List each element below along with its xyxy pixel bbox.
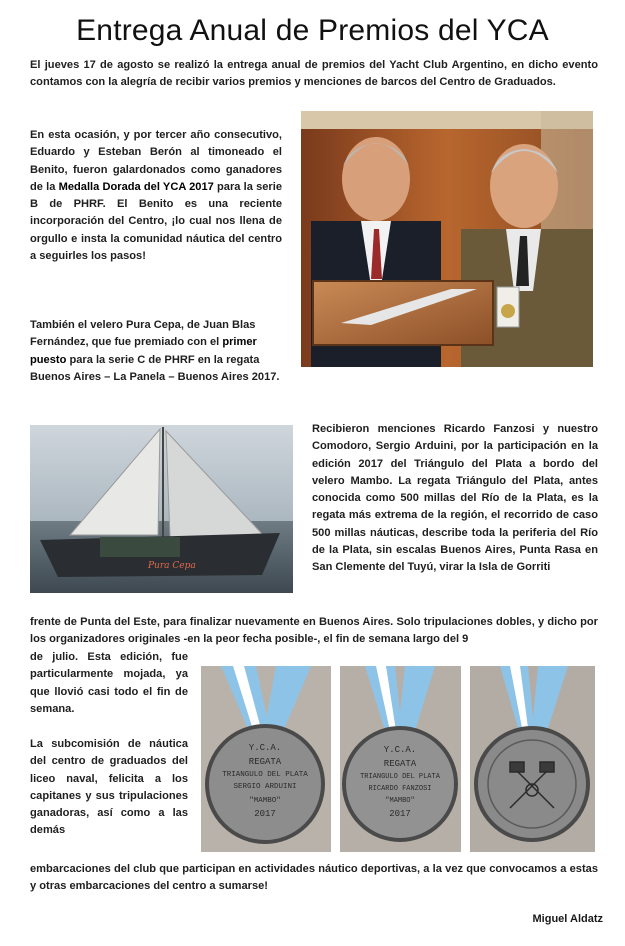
pura-cepa-text-a: También el velero Pura Cepa, de Juan Blas Fernández, que fue premiado con el bbox=[30, 319, 256, 349]
mentions-paragraph-lower: de julio. Esta edición, fue particularmente mojada, ya que llovió casi todo el fin de semana. bbox=[30, 651, 188, 715]
medal1-line1: Y.C.A. bbox=[248, 743, 282, 753]
medal-reverse bbox=[470, 666, 595, 852]
medal2-line4: RICARDO FANZOSI bbox=[368, 785, 432, 793]
pura-cepa-paragraph bbox=[30, 317, 282, 386]
primer-puesto-highlight: primer puesto bbox=[30, 336, 257, 366]
medal-arduini bbox=[201, 666, 331, 852]
pura-cepa-text-c: para la serie C de PHRF en la regata Buenos Aires – La Panela – Buenos Aires 2017. bbox=[30, 353, 280, 383]
page-title: Entrega Anual de Premios del YCA bbox=[76, 14, 549, 47]
boat-name-label: Pura Cepa bbox=[148, 561, 196, 571]
medal2-line3: TRIANGULO DEL PLATA bbox=[360, 773, 440, 781]
award-ceremony-illustration bbox=[301, 111, 593, 367]
sailboat-illustration bbox=[30, 425, 293, 593]
intro-paragraph: El jueves 17 de agosto se realizó la entrega anual de premios del Yacht Club Argentino, en dicho evento contamos con la alegría de recibir varios premios y menciones de barcos del Centro de Graduados. bbox=[30, 59, 598, 89]
medal1-line6: 2017 bbox=[254, 809, 276, 819]
sailboat-photo bbox=[30, 425, 293, 593]
subcomision-paragraph-lower: embarcaciones del club que participan en actividades náutico deportivas, a la vez que convocamos a estas y otras embarcaciones del centro a sumarse! bbox=[30, 863, 598, 893]
medal1-line2: REGATA bbox=[248, 757, 282, 767]
medal-fanzosi bbox=[340, 666, 461, 852]
medal2-line1: Y.C.A. bbox=[383, 745, 417, 755]
medal2-line6: 2017 bbox=[389, 809, 411, 819]
medal-photo-fanzosi bbox=[340, 666, 461, 852]
medal2-line5: "MAMBO" bbox=[385, 797, 415, 805]
medal1-line3: TRIANGULO DEL PLATA bbox=[222, 771, 308, 779]
medal-photo-arduini bbox=[201, 666, 331, 852]
beron-text-a: En esta ocasión, y por tercer año consecutivo, Eduardo y Esteban Berón al timoneado el Benito, fueron galardonados como ganadores de la bbox=[30, 129, 282, 193]
medal1-line4: SERGIO ARDUINI bbox=[233, 783, 297, 791]
mentions-paragraph-full: frente de Punta del Este, para finalizar nuevamente en Buenos Aires. Solo tripulaciones dobles, y dicho por los organizadores originales -en la peor fecha posible-, el fin de semana largo del 9 bbox=[30, 616, 598, 646]
mentions-paragraph-upper: Recibieron menciones Ricardo Fanzosi y nuestro Comodoro, Sergio Arduini, por la participación en la edición 2017 del Triángulo del Plata a bordo del velero Mambo. La regata Triángulo del Plata, antes conocida como 500 millas del Río de la Plata, es la regata más extrema de la región, el recorrido de caso 500 millas náuticas, describe toda la periferia del Río de la Plata, sin escalas Buenos Aires, Punta Rasa en San Clemente del Tuyú, virar la Isla de Gorriti bbox=[312, 423, 598, 574]
medal-photo-reverse bbox=[470, 666, 595, 852]
beron-text-c: para la serie B de PHRF. El Benito es una reciente incorporación del Centro, ¡lo cual nos llena de orgullo e insta la comunidad náutica del centro a seguirles los pasos! bbox=[30, 180, 282, 263]
subcomision-paragraph-upper: La subcomisión de náutica del centro de graduados del liceo naval, felicita a los capitanes y sus tripulaciones ganadoras, así como a las demás bbox=[30, 738, 188, 837]
medal1-line5: "MAMBO" bbox=[249, 797, 281, 805]
medalla-dorada-highlight: Medalla Dorada del YCA 2017 bbox=[58, 180, 214, 193]
beron-paragraph bbox=[30, 127, 282, 265]
author-signature: Miguel Aldatz bbox=[532, 913, 603, 925]
medal2-line2: REGATA bbox=[383, 759, 417, 769]
award-ceremony-photo bbox=[301, 111, 593, 367]
